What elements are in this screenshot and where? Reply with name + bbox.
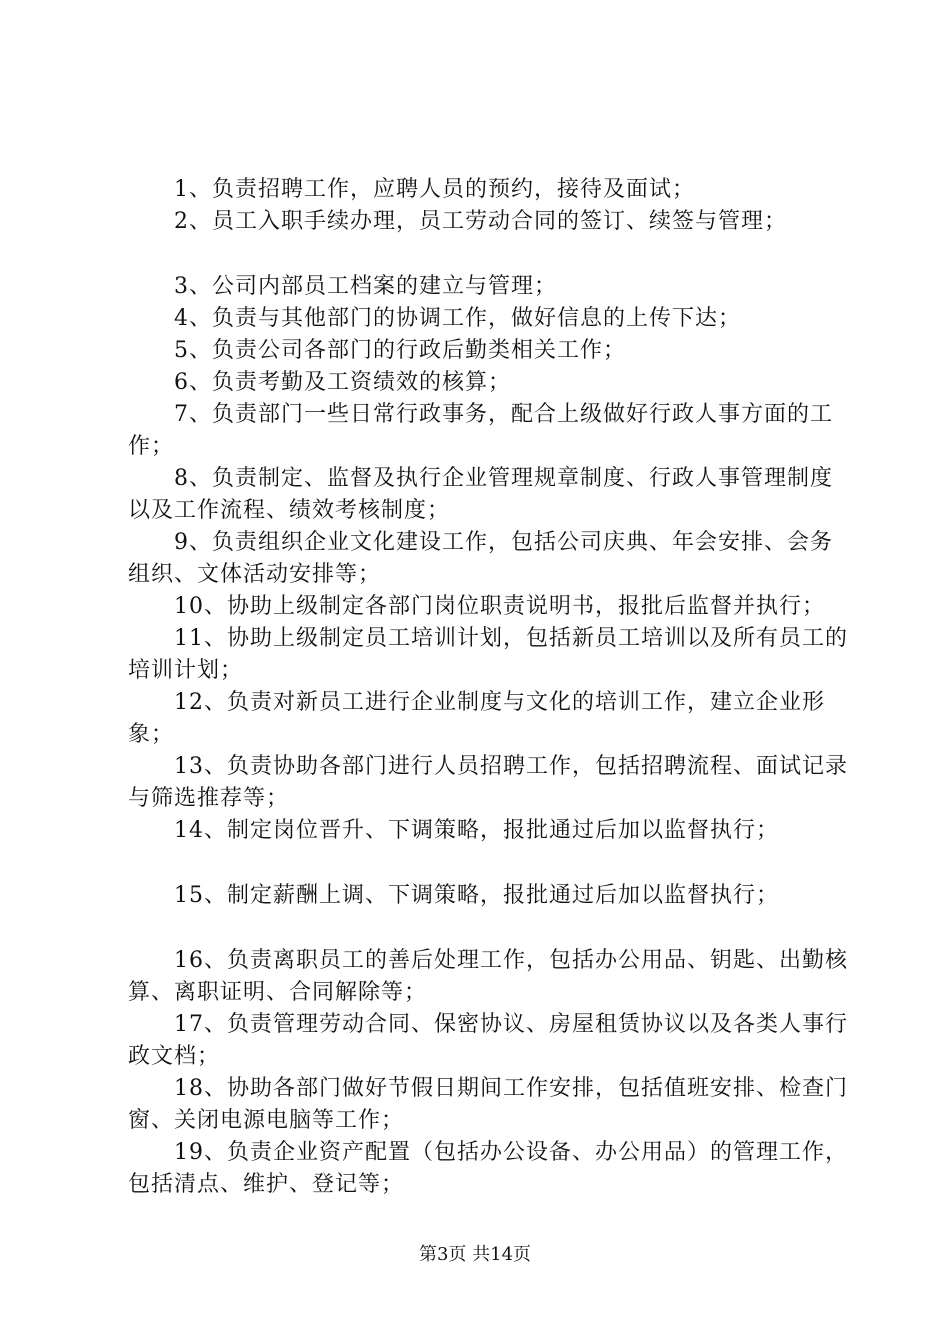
page-number-footer: 第3页 共14页	[418, 1244, 532, 1265]
list-item: 1、负责招聘工作，应聘人员的预约，接待及面试；	[174, 177, 695, 202]
list-item: 13、负责协助各部门进行人员招聘工作，包括招聘流程、面试记录与筛选推荐等；	[128, 754, 848, 811]
list-item: 10、协助上级制定各部门岗位职责说明书，报批后监督并执行；	[174, 594, 825, 619]
list-item: 15、制定薪酬上调、下调策略，报批通过后加以监督执行；	[174, 883, 779, 908]
list-item: 17、负责管理劳动合同、保密协议、房屋租赁协议以及各类人事行政文档；	[128, 1012, 848, 1069]
list-item: 14、制定岗位晋升、下调策略，报批通过后加以监督执行；	[174, 818, 779, 843]
list-item: 8、负责制定、监督及执行企业管理规章制度、行政人事管理制度以及工作流程、绩效考核制度；	[128, 466, 833, 523]
list-item: 18、协助各部门做好节假日期间工作安排，包括值班安排、检查门窗、关闭电源电脑等工作；	[128, 1076, 848, 1133]
list-item: 3、公司内部员工档案的建立与管理；	[174, 274, 557, 299]
list-item: 19、负责企业资产配置（包括办公设备、办公用品）的管理工作，包括清点、维护、登记等；	[128, 1140, 848, 1197]
list-item: 12、负责对新员工进行企业制度与文化的培训工作，建立企业形象；	[128, 690, 825, 747]
list-item: 6、负责考勤及工资绩效的核算；	[174, 370, 511, 395]
list-item: 11、协助上级制定员工培训计划，包括新员工培训以及所有员工的培训计划；	[128, 626, 848, 683]
list-item: 9、负责组织企业文化建设工作，包括公司庆典、年会安排、会务组织、文体活动安排等；	[128, 530, 833, 587]
list-item: 5、负责公司各部门的行政后勤类相关工作；	[174, 338, 626, 363]
list-item: 4、负责与其他部门的协调工作，做好信息的上传下达；	[174, 306, 741, 331]
list-item: 16、负责离职员工的善后处理工作，包括办公用品、钥匙、出勤核算、离职证明、合同解除等；	[128, 948, 848, 1005]
list-item: 2、员工入职手续办理，员工劳动合同的签订、续签与管理；	[174, 209, 787, 234]
list-item: 7、负责部门一些日常行政事务，配合上级做好行政人事方面的工作；	[128, 402, 833, 459]
document-body	[128, 174, 848, 1201]
